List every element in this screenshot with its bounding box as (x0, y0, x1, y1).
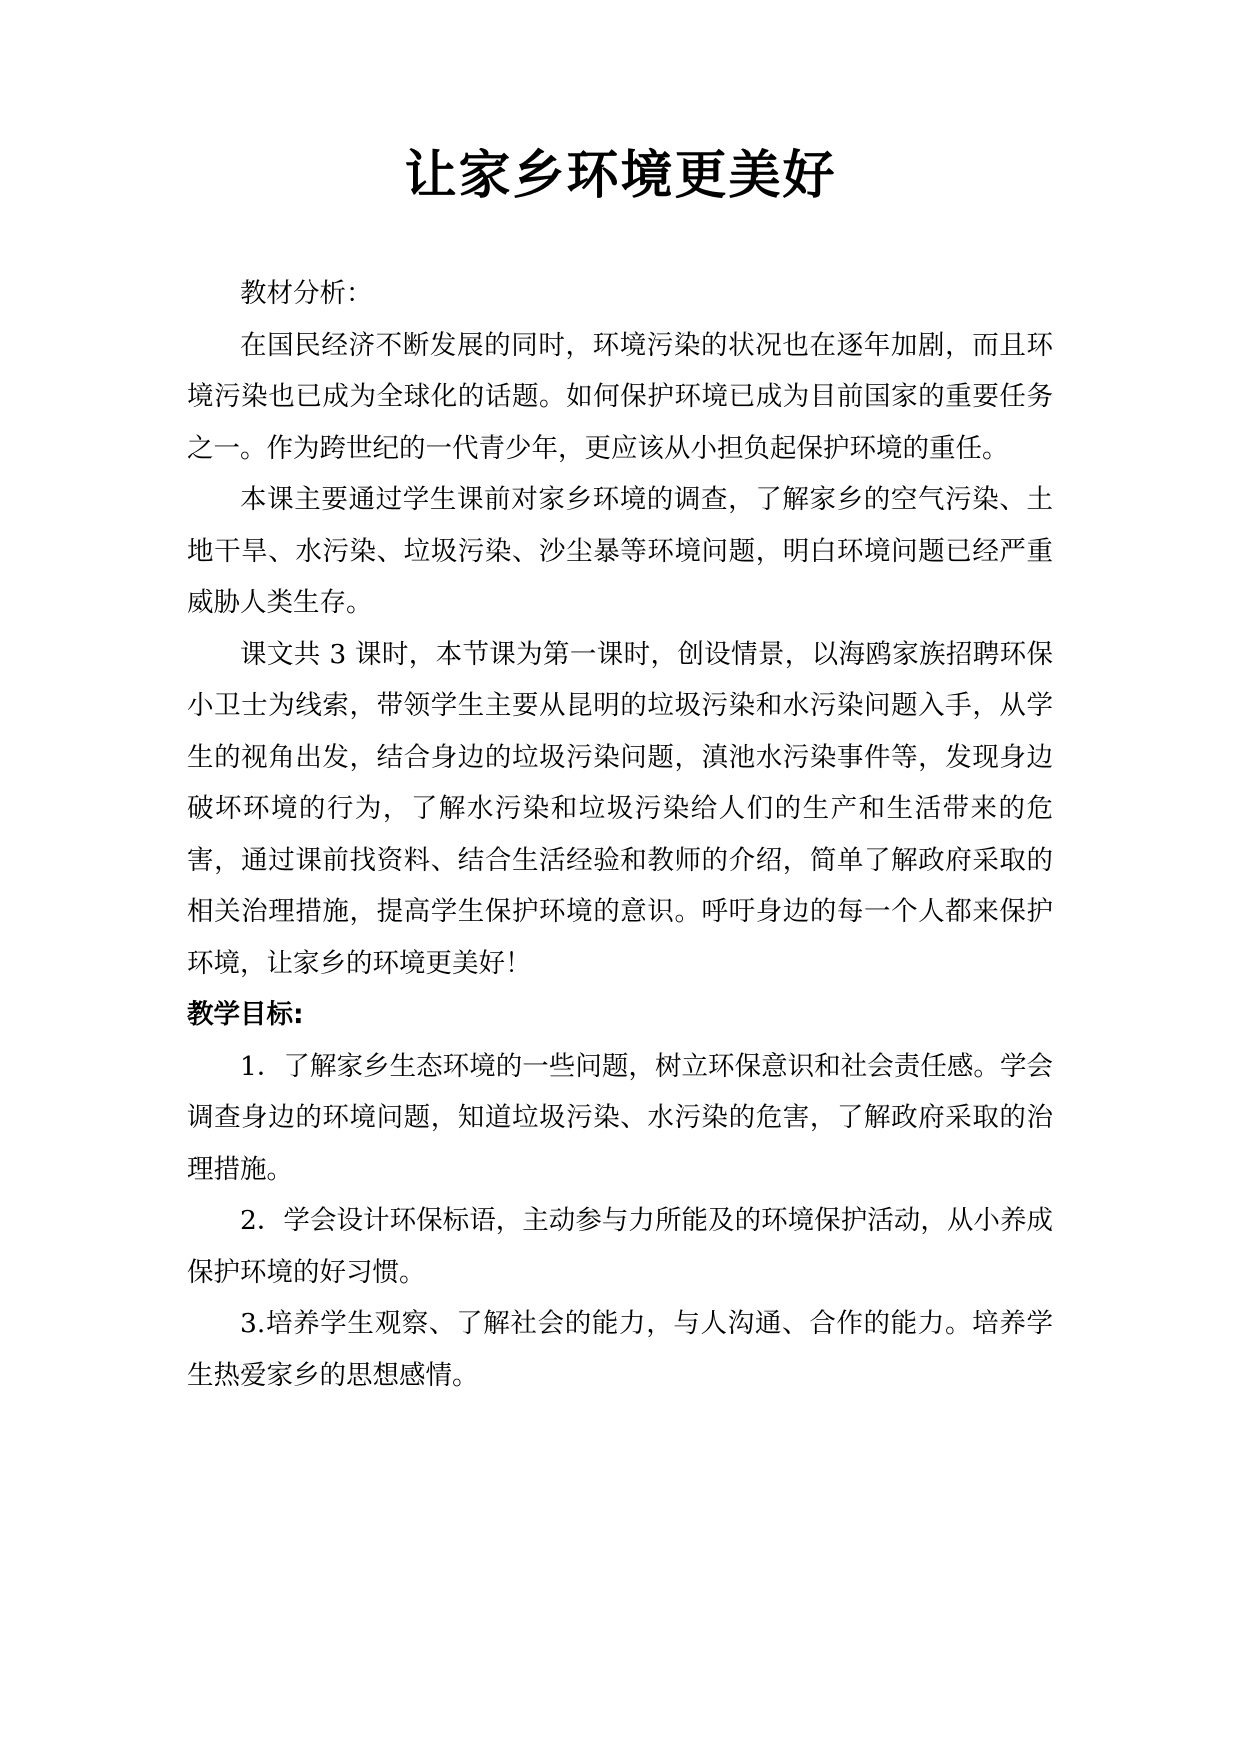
document-title: 让家乡环境更美好 (404, 146, 837, 206)
analysis-label: 教材分析： (240, 278, 373, 309)
document-body (187, 268, 1053, 1401)
goals-heading: 教学目标: (187, 999, 304, 1030)
goal-item: 3.培养学生观察、了解社会的能力，与人沟通、合作的能力。培养学生热爱家乡的思想感情。 (187, 1308, 1053, 1391)
analysis-paragraph: 本课主要通过学生课前对家乡环境的调查，了解家乡的空气污染、土地干旱、水污染、垃圾污染、沙尘暴等环境问题，明白环境问题已经严重威胁人类生存。 (187, 484, 1053, 618)
goal-item: 1．了解家乡生态环境的一些问题，树立环保意识和社会责任感。学会调查身边的环境问题，知道垃圾污染、水污染的危害，了解政府采取的治理措施。 (187, 1050, 1053, 1185)
analysis-paragraph: 在国民经济不断发展的同时，环境污染的状况也在逐年加剧，而且环境污染也已成为全球化的话题。如何保护环境已成为目前国家的重要任务之一。作为跨世纪的一代青少年，更应该从小担负起保护环境的重任。 (187, 329, 1053, 464)
analysis-paragraph: 课文共 3 课时，本节课为第一课时，创设情景，以海鸥家族招聘环保小卫士为线索，带领学生主要从昆明的垃圾污染和水污染问题入手，从学生的视角出发，结合身边的垃圾污染问题，滇池水污染事件等，发现身边破坏环境的行为，了解水污染和垃圾污染给人们的生产和生活带来的危害，通过课前找资料、结合生活经验和教师的介绍，简单了解政府采取的相关治理措施，提高学生保护环境的意识。呼吁身边的每一个人都来保护环境，让家乡的环境更美好！ (187, 638, 1053, 979)
goal-item: 2．学会设计环保标语，主动参与力所能及的环境保护活动，从小养成保护环境的好习惯。 (187, 1205, 1053, 1288)
